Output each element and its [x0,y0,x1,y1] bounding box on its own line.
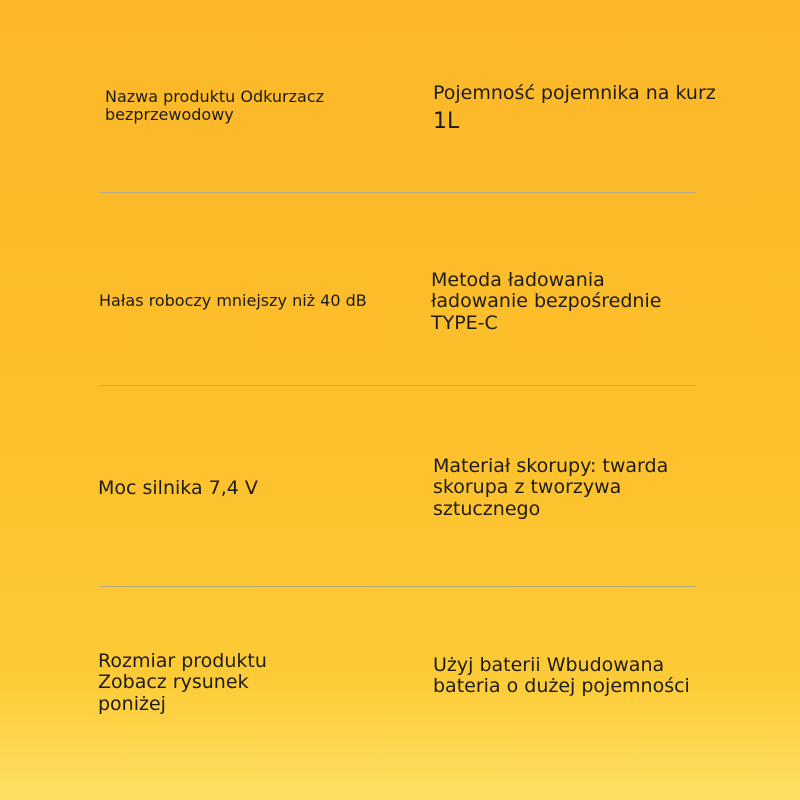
divider [100,192,696,193]
spec-value: 1L [433,108,460,134]
divider [100,385,696,386]
spec-label: Pojemność pojemnika na kurz [433,82,716,104]
spec-motor-power: Moc silnika 7,4 V [98,477,258,499]
spec-dust-container-capacity [433,82,753,135]
spec-battery: Użyj baterii Wbudowana bateria o dużej pojemności [433,654,690,698]
spec-shell-material: Materiał skorupy: twarda skorupa z tworzywa sztucznego [433,455,669,520]
divider [100,586,696,587]
spec-product-name: Nazwa produktu Odkurzacz bezprzewodowy [105,87,325,125]
spec-product-size: Rozmiar produktu Zobacz rysunek poniżej [98,650,267,715]
spec-charging-method: Metoda ładowania ładowanie bezpośrednie TYPE-C [431,269,662,334]
spec-working-noise: Hałas roboczy mniejszy niż 40 dB [99,291,367,310]
